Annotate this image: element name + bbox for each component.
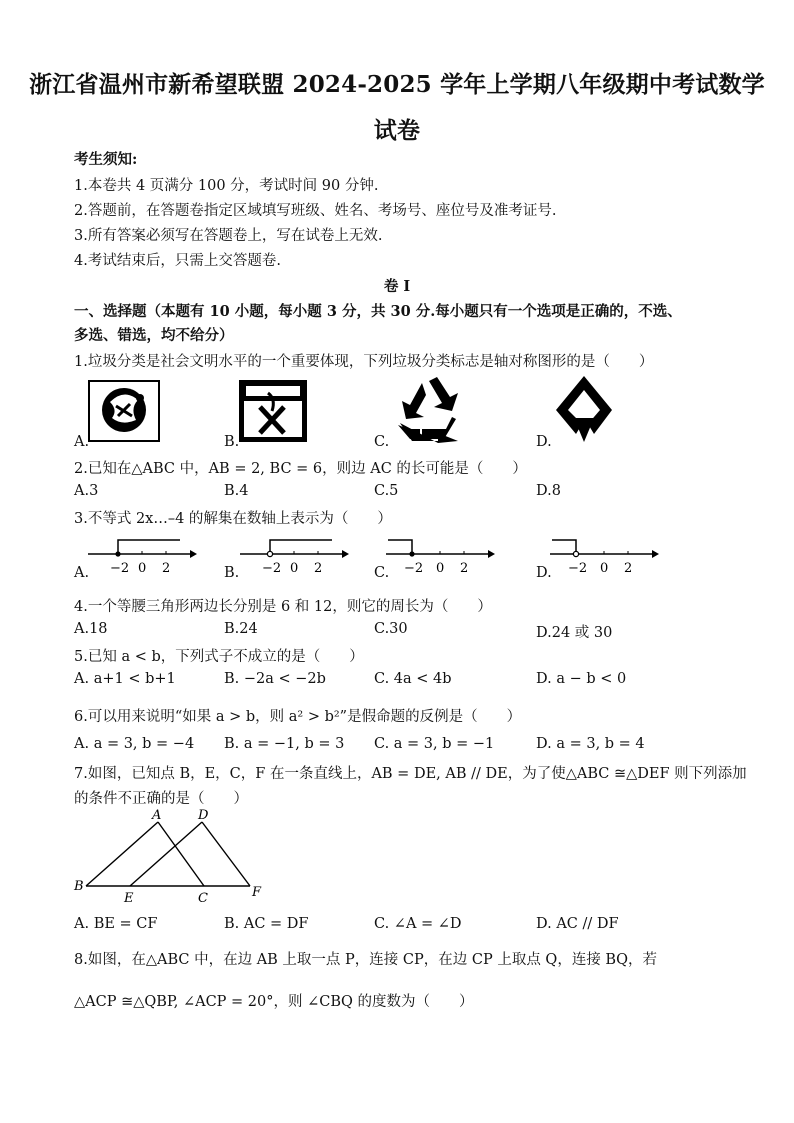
tick-label-neg2: −2: [404, 561, 424, 576]
q6-stem: 6.可以用来说明“如果 a > b，则 a² > b²”是假命题的反例是（ ）: [74, 709, 522, 725]
q2-option-a[interactable]: A.3: [74, 483, 99, 499]
point-label-d: D: [198, 808, 209, 823]
q6-option-a[interactable]: A. a = 3, b = −4: [74, 736, 195, 752]
notice-item-3: 3.所有答案必须写在答题卷上，写在试卷上无效.: [74, 228, 383, 244]
q3-option-a[interactable]: A.: [74, 565, 90, 581]
section1-heading-line2: 多选、错选，均不给分）: [74, 327, 234, 344]
q8-stem-line2: △ACP ≅△QBP, ∠ACP = 20°，则 ∠CBQ 的度数为（ ）: [74, 994, 474, 1010]
point-label-a: A: [152, 808, 162, 823]
q2-option-c[interactable]: C.5: [374, 483, 399, 499]
tick-label-neg2: −2: [568, 561, 588, 576]
tick-label-2: 2: [624, 561, 633, 576]
point-label-b: B: [74, 879, 84, 894]
notice-item-1: 1.本卷共 4 页满分 100 分，考试时间 90 分钟.: [74, 178, 379, 194]
q7-triangle-figure: [72, 808, 272, 908]
notice-item-2: 2.答题前，在答题卷指定区域填写班级、姓名、考场号、座位号及准考证号.: [74, 203, 557, 219]
exam-title-line2: 试卷: [373, 117, 421, 144]
exam-title-line1: 浙江省温州市新希望联盟 2024-2025 学年上学期八年级期中考试数学: [29, 71, 765, 98]
tick-label-0: 0: [138, 561, 147, 576]
tick-label-neg2: −2: [262, 561, 282, 576]
q4-option-a[interactable]: A.18: [74, 621, 108, 637]
tick-label-2: 2: [460, 561, 469, 576]
q3-stem: 3.不等式 2x…–4 的解集在数轴上表示为（ ）: [74, 511, 392, 527]
tick-label-0: 0: [600, 561, 609, 576]
q2-stem: 2.已知在△ABC 中，AB = 2, BC = 6，则边 AC 的长可能是（ ）: [74, 461, 527, 477]
q1-option-c[interactable]: C.: [374, 434, 390, 450]
recycle-sign-d-icon: [552, 374, 616, 444]
q4-option-c[interactable]: C.30: [374, 621, 408, 637]
tick-label-0: 0: [436, 561, 445, 576]
q5-option-d[interactable]: D. a − b < 0: [536, 671, 627, 687]
q3-number-line-b: [238, 534, 350, 578]
recycle-sign-b-icon: [238, 379, 308, 443]
recycle-sign-a-icon: [88, 380, 160, 442]
q3-number-line-c: [384, 534, 496, 578]
point-label-e: E: [124, 891, 134, 906]
q3-number-line-d: [548, 534, 660, 578]
q6-option-b[interactable]: B. a = −1, b = 3: [224, 736, 345, 752]
notice-item-4: 4.考试结束后，只需上交答题卷.: [74, 253, 281, 269]
q3-option-d[interactable]: D.: [536, 565, 552, 581]
q1-option-d[interactable]: D.: [536, 434, 552, 450]
q3-option-c[interactable]: C.: [374, 565, 390, 581]
q1-stem: 1.垃圾分类是社会文明水平的一个重要体现，下列垃圾分类标志是轴对称图形的是（ ）: [74, 354, 654, 370]
tick-label-neg2: −2: [110, 561, 130, 576]
tick-label-2: 2: [314, 561, 323, 576]
q5-stem: 5.已知 a < b，下列式子不成立的是（ ）: [74, 649, 364, 665]
q4-option-d[interactable]: D.24 或 30: [536, 625, 613, 641]
q2-option-b[interactable]: B.4: [224, 483, 249, 499]
tick-label-2: 2: [162, 561, 171, 576]
q5-option-c[interactable]: C. 4a < 4b: [374, 671, 452, 687]
q6-option-c[interactable]: C. a = 3, b = −1: [374, 736, 495, 752]
q1-option-a[interactable]: A.: [74, 434, 90, 450]
notice-heading: 考生须知:: [74, 151, 138, 168]
q6-option-d[interactable]: D. a = 3, b = 4: [536, 736, 645, 752]
q2-option-d[interactable]: D.8: [536, 483, 561, 499]
q4-option-b[interactable]: B.24: [224, 621, 258, 637]
q8-stem-line1: 8.如图，在△ABC 中，在边 AB 上取一点 P，连接 CP，在边 CP 上取点 Q，连接 BQ，若: [74, 952, 657, 968]
q3-number-line-a: [86, 534, 198, 578]
recycle-sign-c-icon: [392, 377, 466, 443]
q7-stem-line1: 7.如图，已知点 B，E，C，F 在一条直线上，AB = DE, AB // DE，为了使△ABC ≅△DEF 则下列添加: [74, 766, 747, 782]
section1-heading-line1: 一、选择题（本题有 10 小题，每小题 3 分，共 30 分.每小题只有一个选项是正确的，不选、: [74, 303, 682, 320]
point-label-c: C: [198, 891, 208, 906]
q7-option-c[interactable]: C. ∠A = ∠D: [374, 916, 462, 932]
q7-stem-line2: 的条件不正确的是（ ）: [74, 791, 248, 807]
point-label-f: F: [252, 885, 262, 900]
tick-label-0: 0: [290, 561, 299, 576]
q7-option-a[interactable]: A. BE = CF: [74, 916, 158, 932]
q7-option-d[interactable]: D. AC // DF: [536, 916, 619, 932]
volume-label: 卷 I: [383, 278, 411, 295]
q5-option-a[interactable]: A. a+1 < b+1: [74, 671, 176, 687]
q7-option-b[interactable]: B. AC = DF: [224, 916, 309, 932]
q4-stem: 4.一个等腰三角形两边长分别是 6 和 12，则它的周长为（ ）: [74, 599, 492, 615]
q3-option-b[interactable]: B.: [224, 565, 240, 581]
q1-option-b[interactable]: B.: [224, 434, 240, 450]
q5-option-b[interactable]: B. −2a < −2b: [224, 671, 326, 687]
